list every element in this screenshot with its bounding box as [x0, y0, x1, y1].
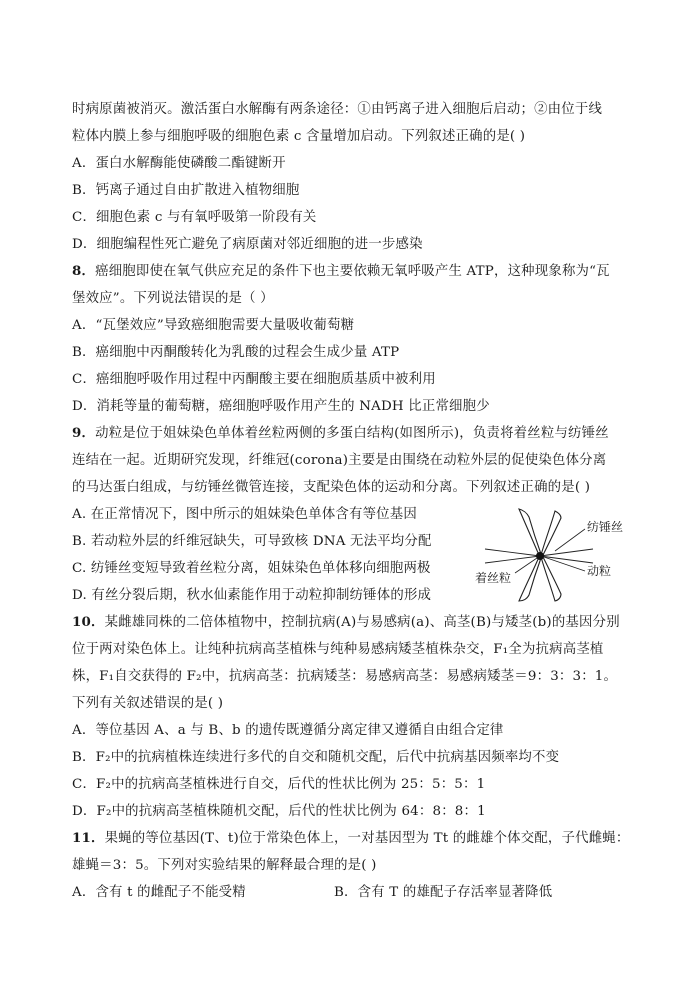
- q8-option-c: C．癌细胞呼吸作用过程中丙酮酸主要在细胞质基质中被利用: [72, 372, 436, 387]
- question-10-stem: 10．某雌雄同株的二倍体植物中，控制抗病(A)与易感病(a)、高茎(B)与矮茎(b)的基因分别: [72, 614, 620, 630]
- leader-line-spindle: [555, 529, 585, 551]
- q11-options-row: [72, 879, 632, 906]
- question-number: 10．: [72, 614, 105, 630]
- q10-option-d: D．F₂中的抗病高茎植株随机交配，后代的性状比例为 64：8：8：1: [72, 804, 486, 819]
- chromosome-figure: [475, 501, 625, 609]
- q11-option-a: A．含有 t 的雌配子不能受精: [72, 885, 246, 900]
- spindle-fiber-line: [540, 556, 593, 563]
- question-9-options: [72, 501, 632, 609]
- question-number: 9．: [72, 425, 96, 441]
- q8-option-d: D．消耗等量的葡萄糖，癌细胞呼吸作用产生的 NADH 比正常细胞少: [72, 399, 490, 414]
- chromatid-upper-left: [519, 509, 541, 555]
- question-11-stem-cont: 雄蝇＝3：5。下列对实验结果的解释最合理的是( ): [72, 858, 377, 873]
- q9-option-c: C. 纺锤丝变短导致着丝粒分离，姐妹染色单体移向细胞两极: [72, 561, 431, 576]
- kinetochore-dot: [536, 552, 544, 560]
- question-7-stem-end: 粒体内膜上参与细胞呼吸的细胞色素 c 含量增加启动。下列叙述正确的是( ): [72, 129, 526, 144]
- q11-option-b: B．含有 T 的雄配子存活率显著降低: [334, 885, 553, 900]
- q10-option-b: B．F₂中的抗病植株连续进行多代的自交和随机交配，后代中抗病基因频率均不变: [72, 750, 560, 765]
- q9-option-b: B. 若动粒外层的纤维冠缺失，可导致核 DNA 无法平均分配: [72, 534, 432, 549]
- question-9-stem: 9．动粒是位于姐妹染色单体着丝粒两侧的多蛋白结构(如图所示)，负责将着丝粒与纺锤丝: [72, 425, 609, 441]
- text-line: 时病原菌被消灭。激活蛋白水解酶有两条途径：①由钙离子进入细胞后启动；②由位于线: [72, 102, 603, 117]
- question-number: 8．: [72, 263, 96, 279]
- q8-option-b: B．癌细胞中丙酮酸转化为乳酸的过程会生成少量 ATP: [72, 345, 400, 360]
- q7-option-a: A．蛋白水解酶能使磷酸二酯键断开: [72, 156, 286, 171]
- question-8-stem-cont: 堡效应”。下列说法错误的是（ ）: [72, 291, 274, 306]
- spindle-fiber-line: [485, 549, 540, 556]
- question-11-stem: 11．果蝇的等位基因(T、t)位于常染色体上，一对基因型为 Tt 的雌雄个体交配，子代雌蝇：: [72, 830, 630, 846]
- question-9-stem-cont: 的马达蛋白组成，与纺锤丝微管连接，支配染色体的运动和分离。下列叙述正确的是( ): [72, 480, 591, 495]
- document-page: [72, 96, 632, 906]
- q10-option-c: C．F₂中的抗病高茎植株进行自交，后代的性状比例为 25：5：5：1: [72, 777, 486, 792]
- q9-option-a: A. 在正常情况下，图中所示的姐妹染色单体含有等位基因: [72, 507, 417, 522]
- q9-option-d: D. 有丝分裂后期，秋水仙素能作用于动粒抑制纺锤体的形成: [72, 588, 432, 603]
- q8-option-a: A．“瓦堡效应”导致癌细胞需要大量吸收葡萄糖: [72, 318, 355, 333]
- q7-option-c: C．细胞色素 c 与有氧呼吸第一阶段有关: [72, 210, 317, 225]
- question-10-stem-cont: 位于两对染色体上。让纯种抗病高茎植株与纯种易感病矮茎植株杂交，F₁全为抗病高茎植: [72, 642, 604, 657]
- question-9-stem-cont: 连结在一起。近期研究发现，纤维冠(corona)主要是由围绕在动粒外层的促使染色体分离: [72, 453, 607, 468]
- label-kinetochore: 动粒: [587, 564, 612, 578]
- question-number: 11．: [72, 830, 105, 846]
- q10-option-a: A．等位基因 A、a 与 B、b 的遗传既遵循分离定律又遵循自由组合定律: [72, 723, 504, 738]
- leader-line-centromere: [515, 558, 537, 573]
- chromatid-lower-right: [541, 557, 561, 601]
- q7-option-b: B．钙离子通过自由扩散进入植物细胞: [72, 183, 300, 198]
- question-8-stem: 8．癌细胞即使在氧气供应充足的条件下也主要依赖无氧呼吸产生 ATP，这种现象称为“瓦: [72, 263, 610, 279]
- spindle-fiber-line: [540, 549, 593, 556]
- label-centromere: 着丝粒: [475, 571, 512, 585]
- question-10-stem-cont: 下列有关叙述错误的是( ): [72, 696, 224, 711]
- question-10-stem-cont: 株，F₁自交获得的 F₂中，抗病高茎：抗病矮茎：易感病高茎：易感病矮茎＝9：3：3：1。: [72, 669, 618, 684]
- label-spindle: 纺锤丝: [587, 520, 624, 534]
- chromosome-diagram: [475, 501, 625, 609]
- chromatid-lower-left: [519, 557, 541, 601]
- q7-option-d: D．细胞编程性死亡避免了病原菌对邻近细胞的进一步感染: [72, 237, 423, 252]
